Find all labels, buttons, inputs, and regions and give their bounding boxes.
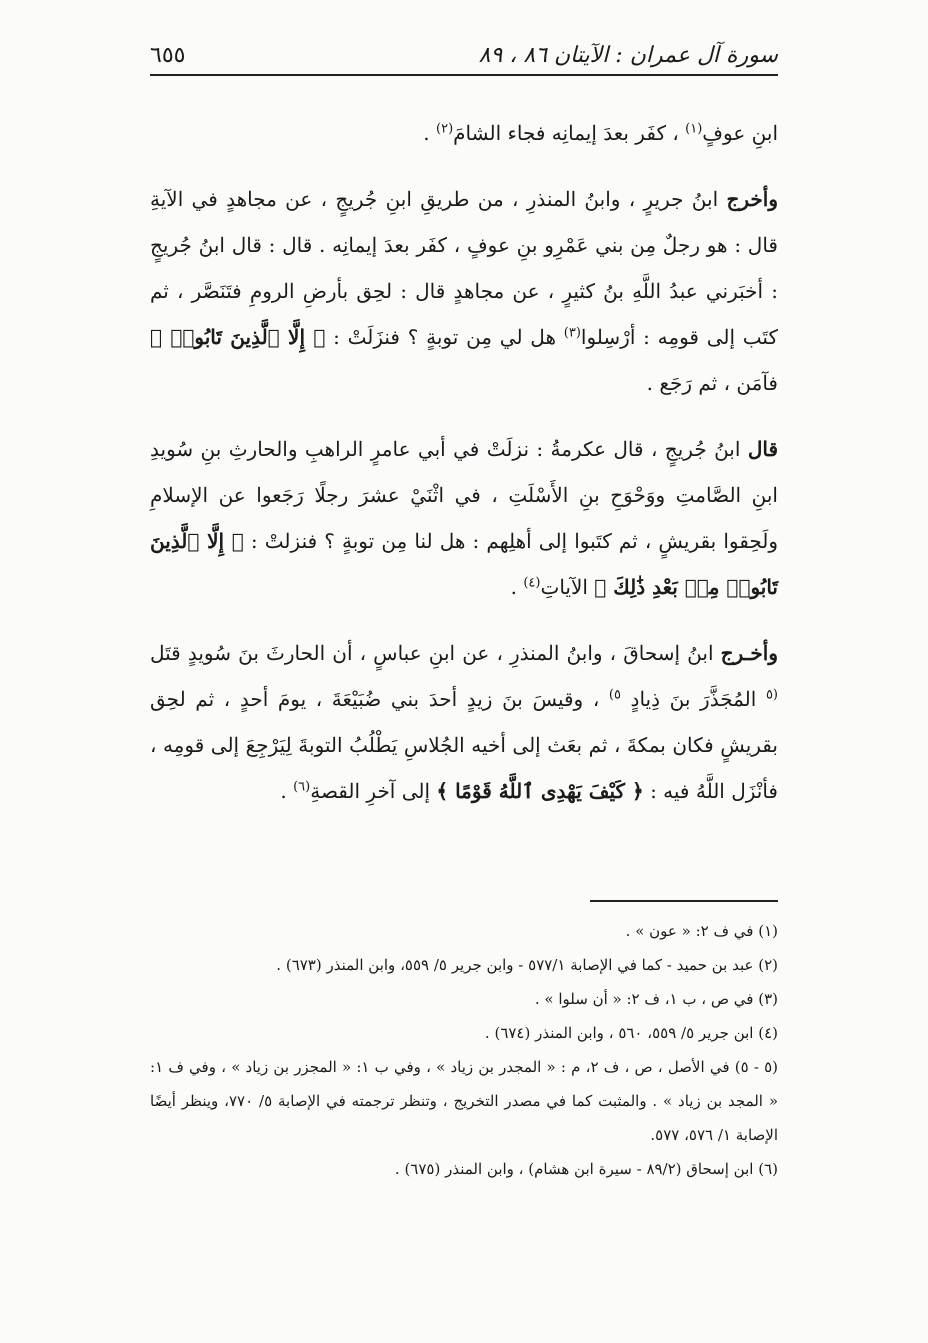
quran-verse: ﴿ إِلَّا ٱلَّذِينَ تَابُوا۟ ﴾ (150, 325, 326, 349)
quran-verse: ﴿ كَيْفَ يَهْدِى ٱللَّهُ قَوْمًا ﴾ (436, 779, 644, 803)
text: ابنُ جريرٍ ، وابنُ المنذرِ ، من طريقِ ابنِ جُريجٍ ، عن مجاهدٍ في الآيةِ قال : هو رجلٌ مِن بني عَمْرِو بنِ عوفٍ ، كفَر بعدَ إيمانِه . قال : قال ابنُ جُريجٍ : أخبَرني عبدُ اللَّهِ بنُ كثيرٍ ، عن مجاهدٍ قال : لحِق بأرضِ الرومِ فتَنَصَّر ، ثم كتَب إلى قومِه : أرْسِلوا (150, 187, 778, 349)
text: ، كفَر بعدَ إيمانِه فجاء الشامَ (453, 121, 686, 145)
text: المُجَذَّرَ بنَ ذِيادٍ (620, 687, 766, 711)
running-header (150, 32, 778, 68)
text: فآمَن ، ثم رَجَع . (646, 371, 778, 395)
footnotes (150, 914, 778, 1186)
footnote-rule (590, 900, 778, 902)
paragraph-4 (150, 630, 778, 814)
footnote-marker: ٥) (608, 687, 621, 703)
paragraph-3 (150, 426, 778, 610)
text: . (280, 779, 294, 803)
text: إلى آخرِ القصةِ (310, 779, 437, 803)
text: ابنِ عوفٍ (702, 121, 778, 145)
footnote: (٣) في ص ، ب ١، ف ٢: « أن سلوا » . (534, 990, 778, 1008)
main-text (150, 110, 778, 834)
header-rule (150, 74, 778, 76)
footnote-marker: (٣) (563, 325, 581, 341)
text: . (510, 575, 524, 599)
footnote-marker: (٤) (523, 575, 541, 591)
footnote-marker: (٥ (765, 687, 778, 703)
paragraph-lead-word: وأخـرج (720, 641, 779, 665)
text: ابنُ إسحاقَ ، وابنُ المنذرِ ، عن ابنِ عباسٍ ، أن الحارثَ بنَ سُويدٍ قتَل (150, 641, 721, 665)
footnote: (٥ - ٥) في الأصل ، ص ، ف ٢، م : « المجدر بن زياد » ، وفي ب ١: « المجزر بن زياد » ، وفي ف ١: « المجد بن زياد » . والمثبت كما في مصدر التخريج ، وتنظر ترجمته في الإصابة ٥/ ٧٧٠، وينظر أيضًا الإصابة ١/ ٥٧٦، ٥٧٧. (150, 1058, 778, 1144)
footnote-marker: (١) (685, 121, 703, 137)
header-title: سورة آل عمران : الآيتان ٨٦ ، ٨٩ (478, 43, 778, 68)
footnote: (٢) عبد بن حميد - كما في الإصابة ٥٧٧/١ - وابن جرير ٥/ ٥٥٩، وابن المنذر (٦٧٣) . (276, 956, 778, 974)
paragraph-2 (150, 176, 778, 406)
paragraph-lead-word: قال (747, 437, 778, 461)
text: . (423, 121, 437, 145)
page-number: ٦٥٥ (150, 43, 186, 68)
footnote-marker: (٦) (293, 779, 311, 795)
text: ابنُ جُريجٍ ، قال عكرمةُ : نزلَتْ في أبي عامرٍ الراهبِ والحارثِ بنِ سُويدِ ابنِ الصَّامتِ ووَحْوَحِ بنِ الأَسْلَتِ ، في اثْنَيْ عشرَ رجلًا رَجَعوا عن الإسلامِ ولَحِقوا بقريشٍ ، ثم كتَبوا إلى أهلِهم : هل لنا مِن توبةٍ ؟ فنزلتْ : (150, 437, 778, 553)
text: ، وقيسَ بنَ زيدٍ أحدَ بني ضُبَيْعَةَ ، يومَ أحدٍ ، ثم لحِق بقريشٍ فكان بمكةَ ، ثم بعَث إلى أخيه الجُلاسِ يَطْلُبُ التوبةَ لِيَرْجِعَ إلى قومِه ، فأنْزَل اللَّهُ فيه : (150, 687, 778, 803)
text: الآياتِ (540, 575, 595, 599)
footnote: (٤) ابن جرير ٥/ ٥٥٩، ٥٦٠ ، وابن المنذر (٦٧٤) . (484, 1024, 778, 1042)
paragraph-lead-word: وأخرج (726, 187, 778, 211)
footnote: (٦) ابن إسحاق (٨٩/٢ - سيرة ابن هشام) ، وابن المنذر (٦٧٥) . (394, 1160, 778, 1178)
footnote: (١) في ف ٢: « عون » . (625, 922, 778, 940)
footnote-marker: (٢) (436, 121, 454, 137)
paragraph-1 (150, 110, 778, 156)
quran-verse: ﴿ إِلَّا ٱلَّذِينَ تَابُوا۟ مِنۢ بَعْدِ ذَٰلِكَ ﴾ (150, 529, 778, 599)
text: هل لي مِن توبةٍ ؟ فنزَلَتْ : (325, 325, 564, 349)
